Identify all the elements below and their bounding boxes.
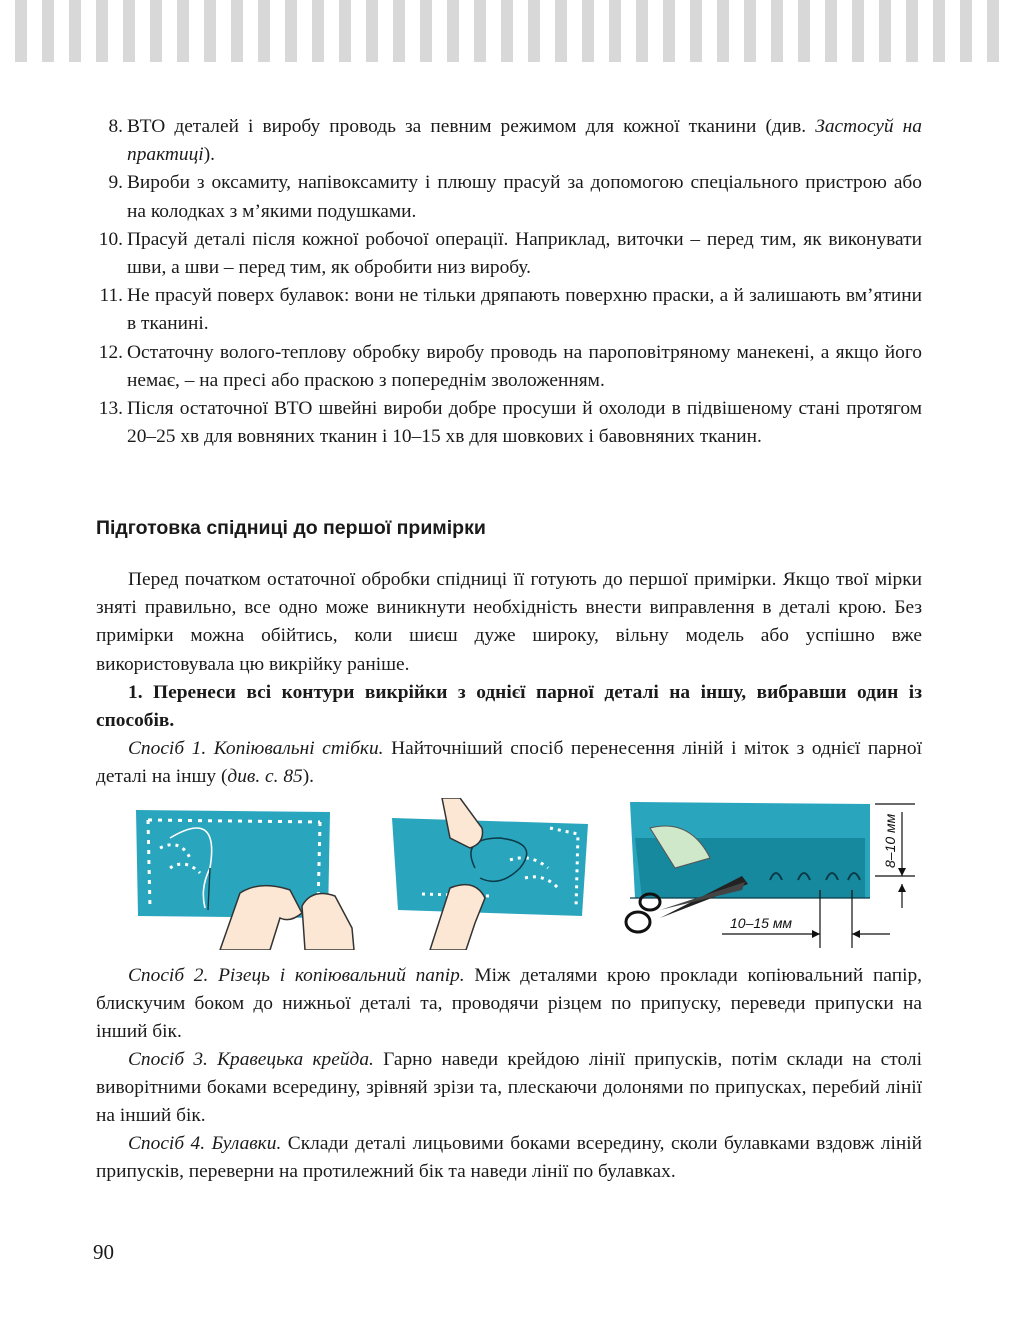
dimension-label-horizontal: 10–15 мм [730, 915, 793, 931]
list-item: 8. ВТО деталей і виробу проводь за певним режимом для кожної тканини (див. Застосуй на практиці). [108, 116, 922, 166]
transfer-methods-illustration [130, 798, 920, 950]
method-label: Спосіб 4. Булавки. [128, 1133, 282, 1154]
list-item: 13. Після остаточної ВТО швейні вироби добре просуши й охолоди в підвішеному стані протягом 20–25 хв для вовняних тканин і 10–15 хв для шовкових і бавовняних тканин. [98, 398, 922, 448]
list-item: 12. Остаточну волого-теплову обробку виробу проводь на пароповітряному манекені, а якщо його немає, – на пресі або праскою з попереднім зволоженням. [98, 341, 922, 391]
method-3-paragraph: Спосіб 3. Кравецька крейда. Гарно наведи крейдою лінії припусків, потім склади на столі виворітними боками всередину, зрівняй зрізи та, плескаючи долонями по припусках, перебий лінії на інший бік. [96, 1049, 922, 1127]
intro-paragraph: Перед початком остаточної обробки спідниці її готують до першої примірки. Якщо твої мірки зняті правильно, все одно може виникнути необхідність внести виправлення в деталі крою. Без примірки можна обійтись, коли шиєш дуже широку, вільну модель або успішно вже використовувала цю викрійку раніше. [96, 569, 922, 675]
hands-panel-1 [220, 886, 354, 950]
step-1-heading: 1. Перенеси всі контури викрійки з однієї парної деталі на іншу, вибравши один із способів. [96, 682, 922, 732]
section-title: Підготовка спідниці до першої примірки [96, 517, 486, 539]
method-label: Спосіб 3. Кравецька крейда. [128, 1049, 374, 1070]
top-decorative-band [0, 0, 1014, 62]
instruction-list [96, 113, 922, 451]
method-1-paragraph: Спосіб 1. Копіювальні стібки. Найточніший спосіб перенесення ліній і міток з однієї парної деталі на іншу (див. с. 85). [96, 738, 923, 788]
list-item: 11. Не прасуй поверх булавок: вони не тільки дряпають поверхню праски, а й залишають вм’ятини в тканині. [99, 285, 922, 335]
method-2-paragraph: Спосіб 2. Різець і копіювальний папір. Між деталями крою проклади копіювальний папір, блискучим боком до нижньої деталі та, проводячи різцем по припуску, переведи припуски на інший бік. [96, 965, 922, 1043]
fabric-panel-3 [630, 802, 870, 898]
method-label: Спосіб 2. Різець і копіювальний папір. [128, 965, 465, 986]
list-item: 10. Прасуй деталі після кожної робочої операції. Наприклад, виточки – перед тим, як виконувати шви, а шви – перед тим, як обробити низ виробу. [98, 228, 922, 279]
page-number: 90 [93, 1240, 114, 1264]
method-4-paragraph: Спосіб 4. Булавки. Склади деталі лицьовими боками всередину, сколи булавками вздовж ліній припусків, переверни на протилежний бік та наведи лінії по булавках. [96, 1133, 922, 1183]
fabric-panel-1 [136, 810, 330, 918]
dimension-label-vertical: 8–10 мм [882, 813, 898, 868]
list-item: 9. Вироби з оксамиту, напівоксамиту і плюшу прасуй за допомогою спеціального пристрою або на колодках з м’якими подушками. [108, 172, 922, 222]
fabric-panel-2 [392, 818, 588, 916]
method-label: Спосіб 1. Копіювальні стібки. [128, 738, 384, 759]
